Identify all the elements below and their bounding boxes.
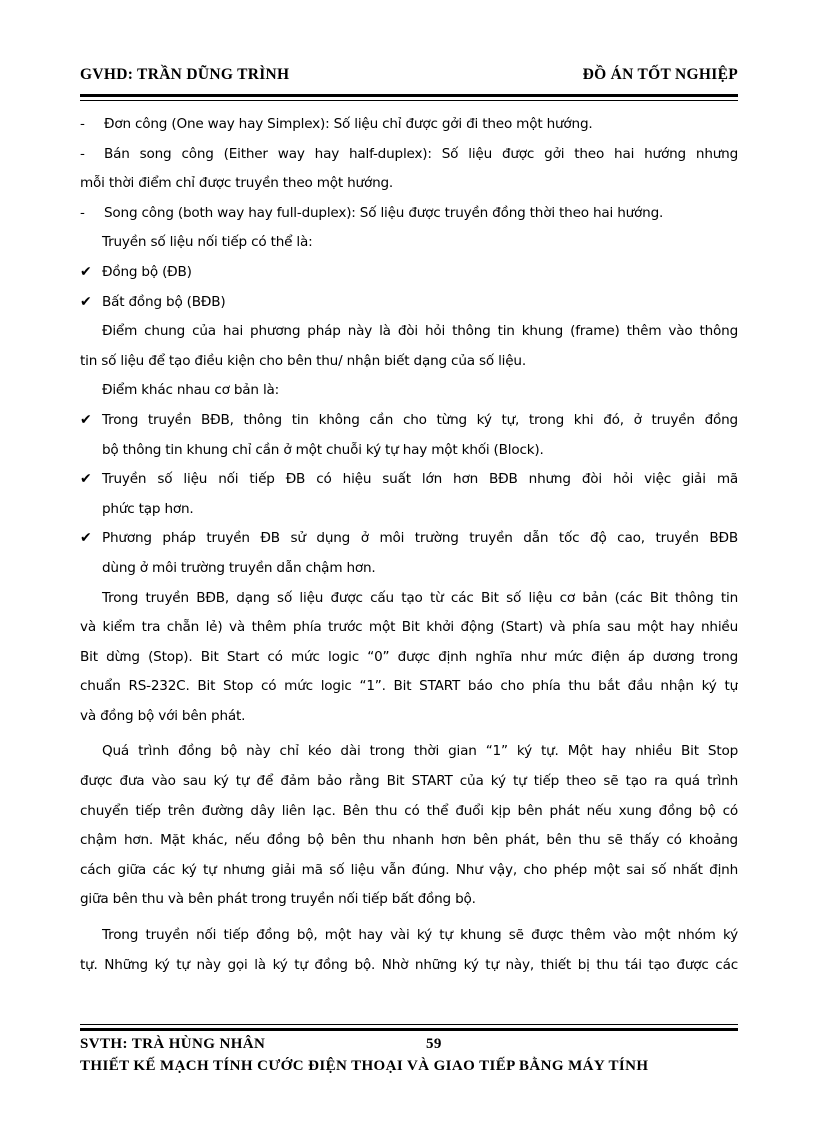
- paragraph-line: được đưa vào sau ký tự để đảm bảo rằng Bit START của ký tự tiếp theo sẽ tạo ra quá trình: [80, 773, 738, 790]
- header-rule-thick: [80, 94, 738, 97]
- list-item: - Bán song công (Either way hay half-duplex): Số liệu được gởi theo hai hướng nhưng: [80, 140, 738, 170]
- paragraph-line: chuẩn RS-232C. Bit Stop có mức logic “1”. Bit START báo cho phía thu bắt đầu nhận ký tự: [80, 678, 738, 695]
- header-rule-thin: [80, 100, 738, 101]
- list-item: - Song công (both way hay full-duplex): Số liệu được truyền đồng thời theo hai hướng.: [80, 199, 738, 229]
- checklist-item-continued: dùng ở môi trường truyền dẫn chậm hơn.: [102, 559, 376, 576]
- paragraph-line: cách giữa các ký tự nhưng giải mã số liệu vẫn đúng. Như vậy, cho phép một sai số nhất định: [80, 861, 738, 878]
- paragraph-line: và kiểm tra chẵn lẻ) và thêm phía trước một Bit khởi động (Start) và phía sau một hay nhiều: [80, 619, 738, 636]
- page-body: [80, 110, 738, 980]
- intro-line: Truyền số liệu nối tiếp có thể là:: [102, 234, 313, 251]
- checkmark-icon: ✔: [80, 471, 92, 488]
- checkmark-icon: ✔: [80, 293, 92, 310]
- checkmark-icon: ✔: [80, 263, 92, 280]
- header-advisor: GVHD: TRẦN DŨNG TRÌNH: [80, 66, 290, 83]
- checklist-item-continued: phức tạp hơn.: [102, 500, 194, 517]
- paragraph-line: tin số liệu để tạo điều kiện cho bên thu/ nhận biết dạng của số liệu.: [80, 352, 526, 369]
- page-header: [80, 66, 738, 90]
- checklist-item: ✔ Truyền số liệu nối tiếp ĐB có hiệu suất lớn hơn BĐB nhưng đòi hỏi việc giải mã: [80, 465, 738, 495]
- page-footer: [80, 1036, 738, 1075]
- list-item-continued: mỗi thời điểm chỉ được truyền theo một hướng.: [80, 175, 394, 192]
- paragraph-line: Trong truyền nối tiếp đồng bộ, một hay vài ký tự khung sẽ được thêm vào một nhóm ký: [102, 927, 738, 944]
- footer-rule-thick: [80, 1028, 738, 1031]
- dash-marker: -: [80, 145, 85, 162]
- footer-student: SVTH: TRÀ HÙNG NHÂN: [80, 1036, 266, 1052]
- paragraph-line: Trong truyền BĐB, dạng số liệu được cấu tạo từ các Bit số liệu cơ bản (các Bit thông tin: [102, 589, 738, 606]
- paragraph-line: tự. Những ký tự này gọi là ký tự đồng bộ. Nhờ những ký tự này, thiết bị thu tái tạo được các: [80, 956, 738, 973]
- footer-thesis-title: THIẾT KẾ MẠCH TÍNH CƯỚC ĐIỆN THOẠI VÀ GIAO TIẾP BẰNG MÁY TÍNH: [80, 1058, 649, 1074]
- paragraph-line: và đồng bộ với bên phát.: [80, 707, 246, 724]
- paragraph-line: Quá trình đồng bộ này chỉ kéo dài trong thời gian “1” ký tự. Một hay nhiều Bit Stop: [102, 743, 738, 760]
- checklist-item: ✔ Phương pháp truyền ĐB sử dụng ở môi trường truyền dẫn tốc độ cao, truyền BĐB: [80, 524, 738, 554]
- checklist-item: ✔ Bất đồng bộ (BĐB): [80, 288, 738, 318]
- dash-marker: -: [80, 204, 85, 221]
- checklist-item: ✔ Đồng bộ (ĐB): [80, 258, 738, 288]
- paragraph-line: Điểm chung của hai phương pháp này là đòi hỏi thông tin khung (frame) thêm vào thông: [102, 323, 738, 340]
- checklist-item: ✔ Trong truyền BĐB, thông tin không cần cho từng ký tự, trong khi đó, ở truyền đồng: [80, 406, 738, 436]
- dash-marker: -: [80, 116, 85, 132]
- intro-line: Điểm khác nhau cơ bản là:: [102, 382, 280, 399]
- list-item: - Đơn công (One way hay Simplex): Số liệu chỉ được gởi đi theo một hướng.: [80, 110, 738, 140]
- page-number: 59: [426, 1036, 442, 1052]
- paragraph-line: giữa bên thu và bên phát trong truyền nối tiếp bất đồng bộ.: [80, 891, 476, 908]
- checkmark-icon: ✔: [80, 411, 92, 428]
- footer-rule-thin: [80, 1024, 738, 1025]
- paragraph-line: chuyển tiếp trên đường dây liên lạc. Bên thu có thể đuổi kịp bên phát nếu xung đồng bộ có: [80, 802, 738, 819]
- checkmark-icon: ✔: [80, 530, 92, 547]
- header-project-title: ĐỒ ÁN TỐT NGHIỆP: [582, 66, 738, 83]
- paragraph-line: Bit dừng (Stop). Bit Start có mức logic “0” được định nghĩa như mức điện áp dương trong: [80, 648, 738, 665]
- paragraph-line: chậm hơn. Mặt khác, nếu đồng bộ bên thu nhanh hơn bên phát, bên thu sẽ thấy có khoảng: [80, 832, 738, 849]
- checklist-item-continued: bộ thông tin khung chỉ cần ở một chuỗi ký tự hay một khối (Block).: [102, 441, 544, 458]
